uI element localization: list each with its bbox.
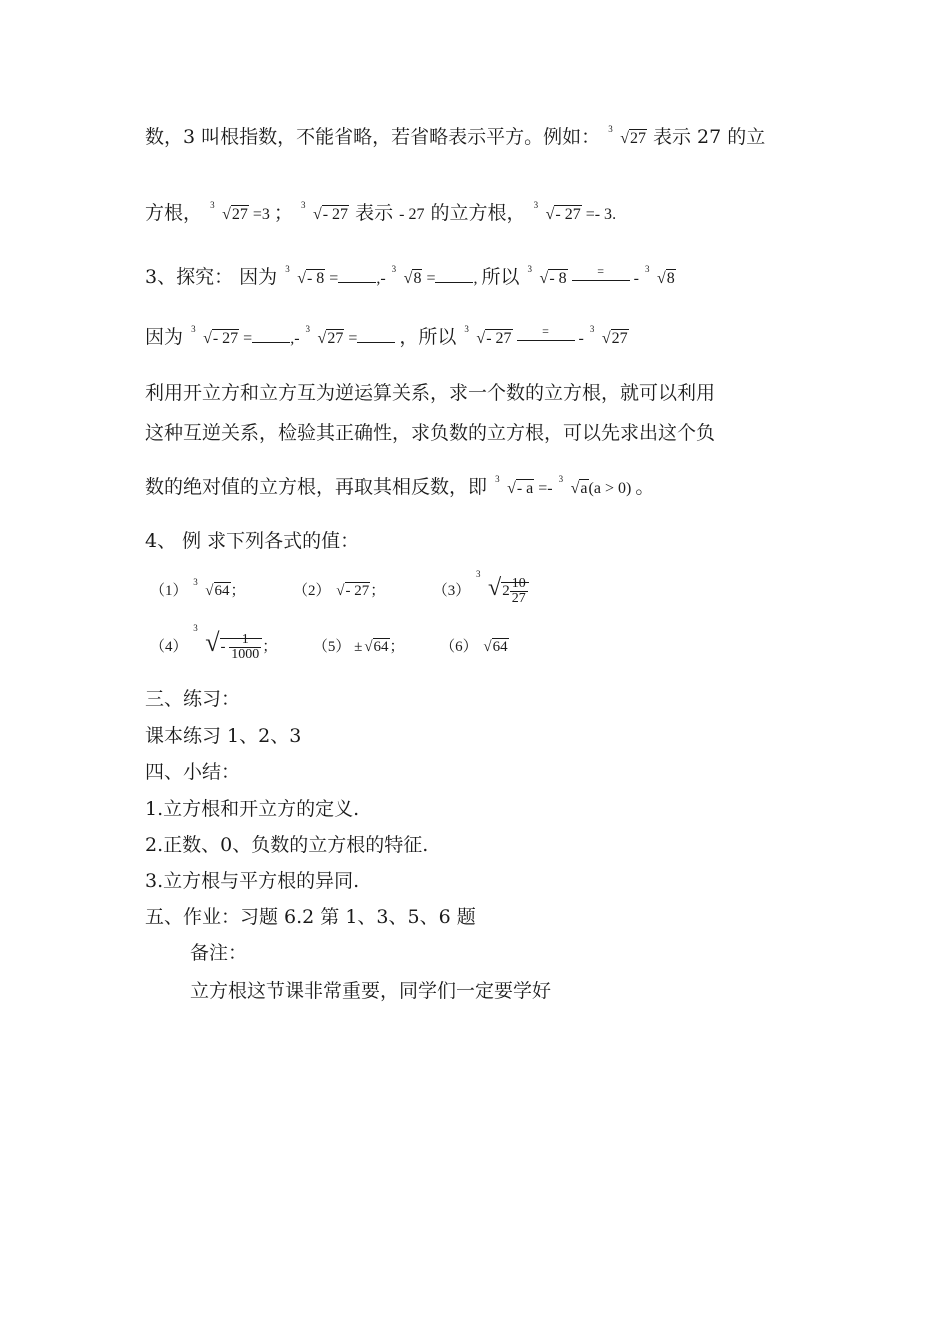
root-radicand: - a (516, 480, 534, 497)
cube-root-expression (285, 264, 325, 287)
note-label: 备注： (190, 942, 248, 964)
text-span: 数，3 叫根指数，不能省略，若省略表示平方。例如： (145, 126, 601, 148)
cube-root-expression (193, 577, 230, 599)
root-radicand: - 27 (212, 330, 239, 347)
root-radicand: a (580, 480, 588, 497)
text-span: ，所以 (399, 326, 457, 348)
square-root-expression (336, 584, 370, 599)
root-radicand: - 8 (549, 270, 567, 287)
fraction-denominator: 27 (511, 591, 526, 607)
radical-sign-icon: √ (222, 206, 231, 223)
math-text: = (239, 330, 253, 347)
explore-line (145, 324, 629, 348)
radical-sign-icon: √ (539, 270, 549, 287)
math-text: ； (230, 583, 246, 599)
root-index: 3 (300, 200, 306, 210)
homework-line: 五、作业：习题 6.2 第 1、3、5、6 题 (145, 906, 476, 928)
item-label: （1） (150, 583, 188, 599)
radical-sign-icon: √ (317, 330, 327, 347)
paragraph-line: 这种互逆关系，检验其正确性，求负数的立方根，可以先求出这个负 (145, 422, 716, 444)
cube-root-expression (558, 474, 589, 497)
text-span: 数的绝对值的立方根，再取其相反数，即 (145, 476, 488, 498)
practice-text: 课本练习 1、2、3 (145, 725, 302, 747)
summary-item: 2.正数、0、负数的立方根的特征. (145, 834, 429, 856)
fill-in-equals[interactable] (517, 324, 575, 347)
cube-root-expression (476, 569, 529, 607)
math-text: =- (534, 480, 557, 497)
radical-sign-icon: √ (545, 206, 555, 223)
root-radicand: - 27 (322, 206, 349, 223)
summary-item: 1.立方根和开立方的定义. (145, 798, 360, 820)
radical-sign-icon: √ (205, 583, 214, 599)
radical-sign-icon: √ (476, 330, 486, 347)
root-radicand: - 27 (555, 206, 581, 223)
fill-in-equals[interactable] (572, 264, 630, 287)
root-radicand: 64 (492, 639, 508, 655)
cube-root-expression (305, 324, 345, 347)
mixed-whole: 2 (502, 583, 510, 599)
root-radicand: 8 (413, 270, 422, 287)
cube-root-expression (495, 474, 534, 497)
root-radicand: 27 (231, 206, 248, 223)
explore-label: 3、探究： 因为 (145, 266, 278, 288)
math-text: = (325, 270, 339, 287)
root-radicand: 27 (629, 130, 646, 147)
root-index: 3 (608, 124, 613, 134)
radical-sign-icon: √ (297, 270, 306, 287)
example-row (150, 623, 509, 663)
example-heading: 4、 例 求下列各式的值： (145, 530, 360, 552)
math-text: , (473, 270, 478, 287)
text-span: 方根， (145, 202, 203, 224)
summary-item: 3.立方根与平方根的异同. (145, 870, 360, 892)
item-label: （4） (150, 639, 188, 655)
radical-sign-icon: √ (364, 639, 373, 655)
text-span: 因为 (145, 326, 184, 348)
math-text: ； (262, 639, 278, 655)
root-radicand: - 27 (345, 583, 370, 599)
answer-blank[interactable] (435, 268, 473, 283)
math-text: - (633, 270, 643, 287)
item-label: （5） (312, 639, 351, 655)
section-heading: 四、小结： (145, 761, 241, 783)
text-span: 所以 (481, 266, 520, 288)
root-radicand: - 27 (486, 330, 512, 347)
root-radicand: - 8 (306, 270, 325, 287)
math-text: ； (370, 583, 386, 599)
square-root-expression (483, 640, 508, 655)
root-radicand: 64 (214, 583, 230, 599)
radical-sign-icon: √ (403, 270, 413, 287)
radical-sign-icon: √ (203, 330, 212, 347)
fraction-numerator: 1 (229, 633, 261, 648)
example-row (150, 569, 529, 607)
cube-root-expression (210, 200, 249, 223)
cube-root-expression (589, 324, 629, 347)
root-index: 3 (533, 200, 539, 210)
text-span: ； (273, 202, 293, 224)
root-index: 3 (476, 569, 481, 579)
root-radicand: 27 (327, 330, 344, 347)
root-index: 3 (305, 324, 311, 334)
math-text: . (612, 206, 617, 223)
math-text: ,- (290, 330, 304, 347)
root-index: 3 (285, 264, 290, 274)
explore-line (145, 264, 676, 288)
radical-sign-icon: √ (601, 330, 611, 347)
fraction-denominator: 1000 (231, 647, 260, 663)
root-index: 3 (391, 264, 397, 274)
paragraph-line (145, 474, 655, 498)
root-radicand (501, 576, 529, 607)
paragraph-line (145, 200, 617, 224)
answer-blank[interactable] (357, 328, 395, 343)
item-label: （6） (440, 639, 478, 655)
root-radicand: 8 (666, 270, 675, 287)
root-radicand: 27 (611, 330, 628, 347)
radical-sign-icon: √ (488, 575, 502, 601)
root-index: 3 (193, 577, 198, 587)
root-index: 3 (464, 324, 469, 334)
radical-sign-icon: √ (570, 480, 580, 497)
cube-root-expression (608, 124, 647, 147)
root-index: 3 (589, 324, 595, 334)
fraction-numerator: 10 (511, 576, 526, 592)
fraction (229, 633, 261, 662)
root-index: 3 (193, 623, 198, 633)
math-text: - 27 (399, 206, 425, 223)
square-root-expression (364, 640, 389, 655)
root-index: 3 (191, 324, 196, 334)
math-text: =- 3 (581, 206, 613, 223)
root-index: 3 (558, 474, 564, 484)
fraction (510, 577, 528, 606)
answer-blank[interactable] (338, 268, 376, 283)
radical-sign-icon: √ (205, 628, 220, 657)
root-index: 3 (527, 264, 533, 274)
radical-sign-icon: √ (656, 270, 666, 287)
item-label: （3） (432, 583, 471, 599)
radical-sign-icon: √ (312, 206, 322, 223)
cube-root-expression (391, 264, 423, 287)
cube-root-expression (191, 324, 239, 347)
item-label: （2） (293, 583, 331, 599)
radical-sign-icon: √ (507, 480, 516, 497)
text-span: 的立方根， (430, 202, 526, 224)
section-heading: 三、练习： (145, 688, 241, 710)
math-text: ± (354, 639, 363, 655)
cube-root-expression (533, 200, 582, 223)
root-index: 3 (644, 264, 650, 274)
radical-sign-icon: √ (620, 130, 629, 147)
root-radicand: 64 (373, 639, 389, 655)
equals-sign: = (597, 264, 605, 278)
math-text: ,- (376, 270, 390, 287)
cube-root-expression (193, 623, 262, 663)
math-text: ； (389, 639, 405, 655)
paragraph-line: 利用开立方和立方互为逆运算关系，求一个数的立方根，就可以利用 (145, 382, 716, 404)
paragraph-line (145, 124, 766, 148)
math-text: - (578, 330, 588, 347)
radical-sign-icon: √ (336, 583, 345, 599)
math-text: =3 (248, 206, 270, 223)
math-text: = (422, 270, 436, 287)
note-text: 立方根这节课非常重要，同学们一定要学好 (190, 980, 552, 1002)
math-text: = (344, 330, 358, 347)
math-text: (a > 0) (588, 480, 632, 497)
cube-root-expression (527, 264, 568, 287)
radical-sign-icon: √ (483, 639, 492, 655)
text-span: 表示 27 的立 (653, 126, 766, 148)
text-span: 表示 (355, 202, 394, 224)
cube-root-expression (300, 200, 349, 223)
answer-blank[interactable] (252, 328, 290, 343)
text-span: 。 (635, 476, 655, 498)
root-radicand (220, 632, 263, 663)
math-text: - (220, 639, 230, 655)
root-index: 3 (210, 200, 215, 210)
root-index: 3 (495, 474, 500, 484)
cube-root-expression (644, 264, 676, 287)
equals-sign: = (542, 324, 549, 338)
cube-root-expression (464, 324, 512, 347)
